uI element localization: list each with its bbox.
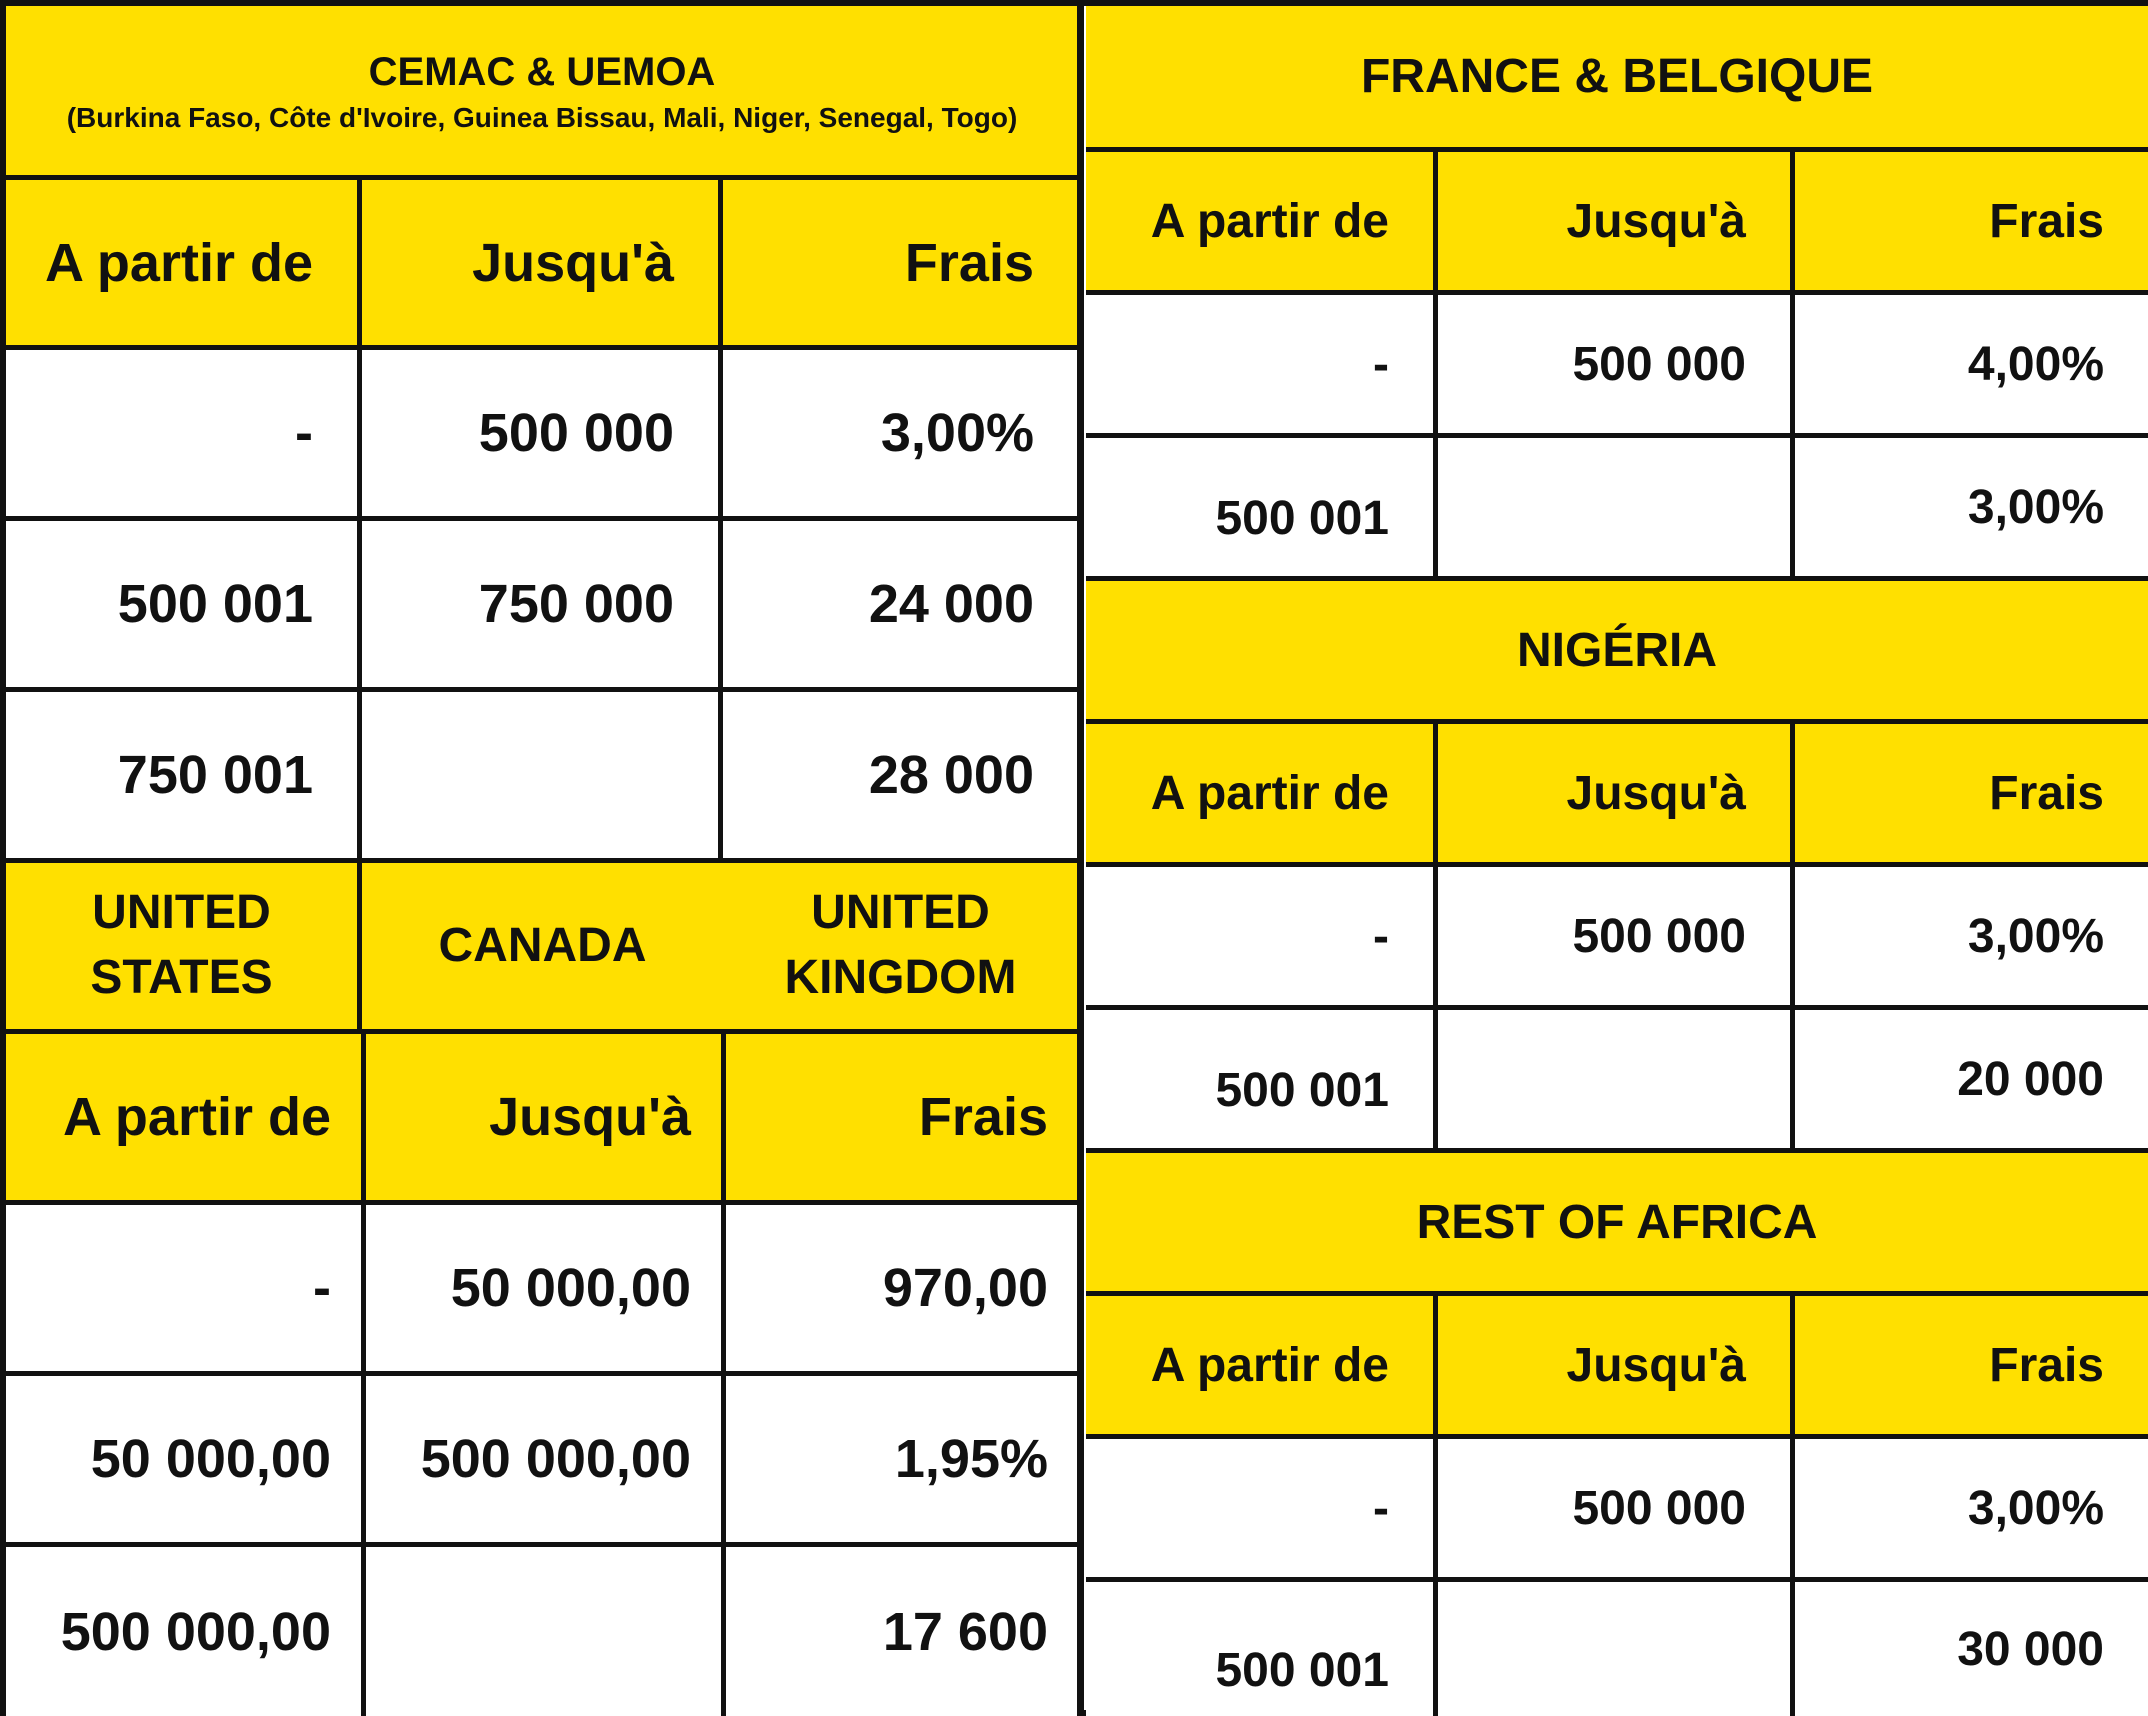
nigeria-row-1-from: - — [1086, 867, 1438, 1010]
africa-row-1-fee: 3,00% — [1795, 1439, 2148, 1582]
cemac-row-3-from: 750 001 — [6, 692, 362, 863]
column-divider — [1077, 0, 1084, 1716]
cemac-row-2-fee: 24 000 — [723, 521, 1083, 692]
region-canada — [362, 863, 723, 1034]
cemac-row-2-to: 750 000 — [362, 521, 723, 692]
africa-row-1-from: - — [1086, 1439, 1438, 1582]
north-row-2-to: 500 000,00 — [366, 1376, 726, 1547]
north-row-3-to — [366, 1547, 726, 1716]
region-united-kingdom — [723, 863, 1083, 1034]
cemac-header-from: A partir de — [6, 180, 362, 350]
france-row-1-fee: 4,00% — [1795, 295, 2148, 438]
nigeria-row-2-to — [1438, 1010, 1795, 1153]
africa-row-2-fee: 30 000 — [1795, 1582, 2148, 1716]
cemac-header-fee: Frais — [723, 180, 1083, 350]
north-row-2-fee: 1,95% — [726, 1376, 1083, 1547]
north-row-1-to: 50 000,00 — [366, 1205, 726, 1376]
north-row-1-from: - — [6, 1205, 366, 1376]
cemac-row-1-from: - — [6, 350, 362, 521]
nigeria-header-to: Jusqu'à — [1438, 724, 1795, 867]
africa-header-fee: Frais — [1795, 1296, 2148, 1439]
cemac-row-3-to — [362, 692, 723, 863]
france-row-2-fee: 3,00% — [1795, 438, 2148, 581]
africa-header-to: Jusqu'à — [1438, 1296, 1795, 1439]
france-header-from: A partir de — [1086, 152, 1438, 295]
nigeria-row-1-fee: 3,00% — [1795, 867, 2148, 1010]
region-united-states-line-1: UNITED — [92, 886, 271, 940]
france-row-1-to: 500 000 — [1438, 295, 1795, 438]
africa-header-from: A partir de — [1086, 1296, 1438, 1439]
africa-row-1-to: 500 000 — [1438, 1439, 1795, 1582]
cemac-header-to: Jusqu'à — [362, 180, 723, 350]
africa-row-2-to — [1438, 1582, 1795, 1716]
africa-row-2-from: 500 001 — [1086, 1582, 1438, 1716]
france-row-2-to — [1438, 438, 1795, 581]
cemac-row-1-to: 500 000 — [362, 350, 723, 521]
nigeria-row-2-fee: 20 000 — [1795, 1010, 2148, 1153]
region-united-states — [6, 863, 362, 1034]
nigeria-header-fee: Frais — [1795, 724, 2148, 867]
north-header-fee: Frais — [726, 1034, 1083, 1205]
north-row-3-fee: 17 600 — [726, 1547, 1083, 1716]
north-header-to: Jusqu'à — [366, 1034, 726, 1205]
north-row-2-from: 50 000,00 — [6, 1376, 366, 1547]
nigeria-row-1-to: 500 000 — [1438, 867, 1795, 1010]
nigeria-title: NIGÉRIA — [1086, 581, 2148, 724]
france-header-to: Jusqu'à — [1438, 152, 1795, 295]
france-header-fee: Frais — [1795, 152, 2148, 295]
cemac-subtitle: (Burkina Faso, Côte d'Ivoire, Guinea Bissau, Mali, Niger, Senegal, Togo) — [66, 101, 1018, 133]
north-row-1-fee: 970,00 — [726, 1205, 1083, 1376]
region-united-states-line-2: STATES — [90, 951, 273, 1004]
cemac-row-1-fee: 3,00% — [723, 350, 1083, 521]
north-header-from: A partir de — [6, 1034, 366, 1205]
africa-title: REST OF AFRICA — [1086, 1153, 2148, 1296]
france-row-1-from: - — [1086, 295, 1438, 438]
nigeria-row-2-from: 500 001 — [1086, 1010, 1438, 1153]
france-title: FRANCE & BELGIQUE — [1086, 6, 2148, 152]
region-canada-line-1: CANADA — [438, 918, 647, 972]
north-row-3-from: 500 000,00 — [6, 1547, 366, 1716]
cemac-title: CEMAC & UEMOA — [368, 49, 716, 94]
france-row-2-from: 500 001 — [1086, 438, 1438, 581]
cemac-title-cell — [6, 6, 1083, 180]
cemac-row-2-from: 500 001 — [6, 521, 362, 692]
region-united-kingdom-line-1: UNITED — [811, 886, 990, 940]
region-united-kingdom-line-2: KINGDOM — [784, 951, 1017, 1004]
nigeria-header-from: A partir de — [1086, 724, 1438, 867]
cemac-row-3-fee: 28 000 — [723, 692, 1083, 863]
